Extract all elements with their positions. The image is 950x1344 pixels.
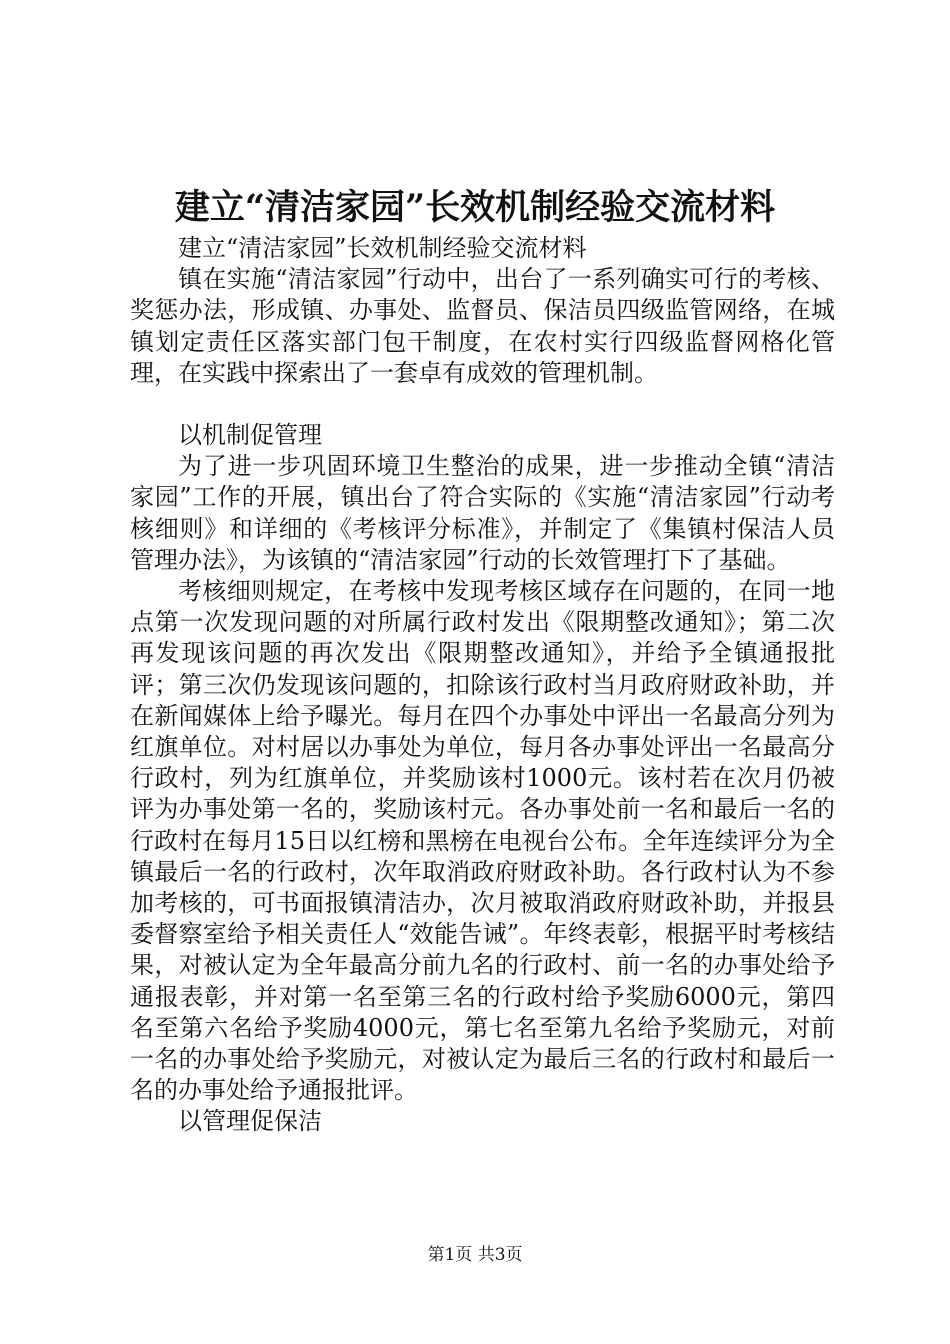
- document-body: [130, 233, 835, 1138]
- intro-paragraph: 镇在实施“清洁家园”行动中，出台了一系列确实可行的考核、奖惩办法，形成镇、办事处、监督员、保洁员四级监管网络，在城镇划定责任区落实部门包干制度，在农村实行四级监督网格化管理，在实践中探索出了一套卓有成效的管理机制。: [130, 265, 835, 387]
- section-heading-management: 以管理促保洁: [178, 1107, 322, 1136]
- section1-paragraph-2: 考核细则规定，在考核中发现考核区域存在问题的，在同一地点第一次发现问题的对所属行政村发出《限期整改通知》；第二次再发现该问题的再次发出《限期整改通知》，并给予全镇通报批评；第三次仍发现该问题的，扣除该行政村当月政府财政补助，并在新闻媒体上给予曝光。每月在四个办事处中评出一名最高分列为红旗单位。对村居以办事处为单位，每月各办事处评出一名最高分行政村，列为红旗单位，并奖励该村1000元。该村若在次月仍被评为办事处第一名的，奖励该村元。各办事处前一名和最后一名的行政村在每月15日以红榜和黑榜在电视台公布。全年连续评分为全镇最后一名的行政村，次年取消政府财政补助。各行政村认为不参加考核的，可书面报镇清洁办，次月被取消政府财政补助，并报县委督察室给予相关责任人“效能告诫”。年终表彰，根据平时考核结果，对被认定为全年最高分前九名的行政村、前一名的办事处给予通报表彰，并对第一名至第三名的行政村给予奖励6000元，第四名至第六名给予奖励4000元，第七名至第九名给予奖励元，对前一名的办事处给予奖励元，对被认定为最后三名的行政村和最后一名的办事处给予通报批评。: [130, 577, 835, 1105]
- paragraph-gap: [130, 389, 835, 420]
- page-title: 建立“清洁家园”长效机制经验交流材料: [174, 187, 776, 228]
- section-heading-mechanism: 以机制促管理: [178, 421, 322, 450]
- page-number-footer: 第1页 共3页: [427, 1245, 523, 1265]
- section1-paragraph-1: 为了进一步巩固环境卫生整治的成果，进一步推动全镇“清洁家园”工作的开展，镇出台了符合实际的《实施“清洁家园”行动考核细则》和详细的《考核评分标准》，并制定了《集镇村保洁人员管理办法》，为该镇的“清洁家园”行动的长效管理打下了基础。: [130, 452, 835, 574]
- subtitle-paragraph: 建立“清洁家园”长效机制经验交流材料: [178, 234, 587, 262]
